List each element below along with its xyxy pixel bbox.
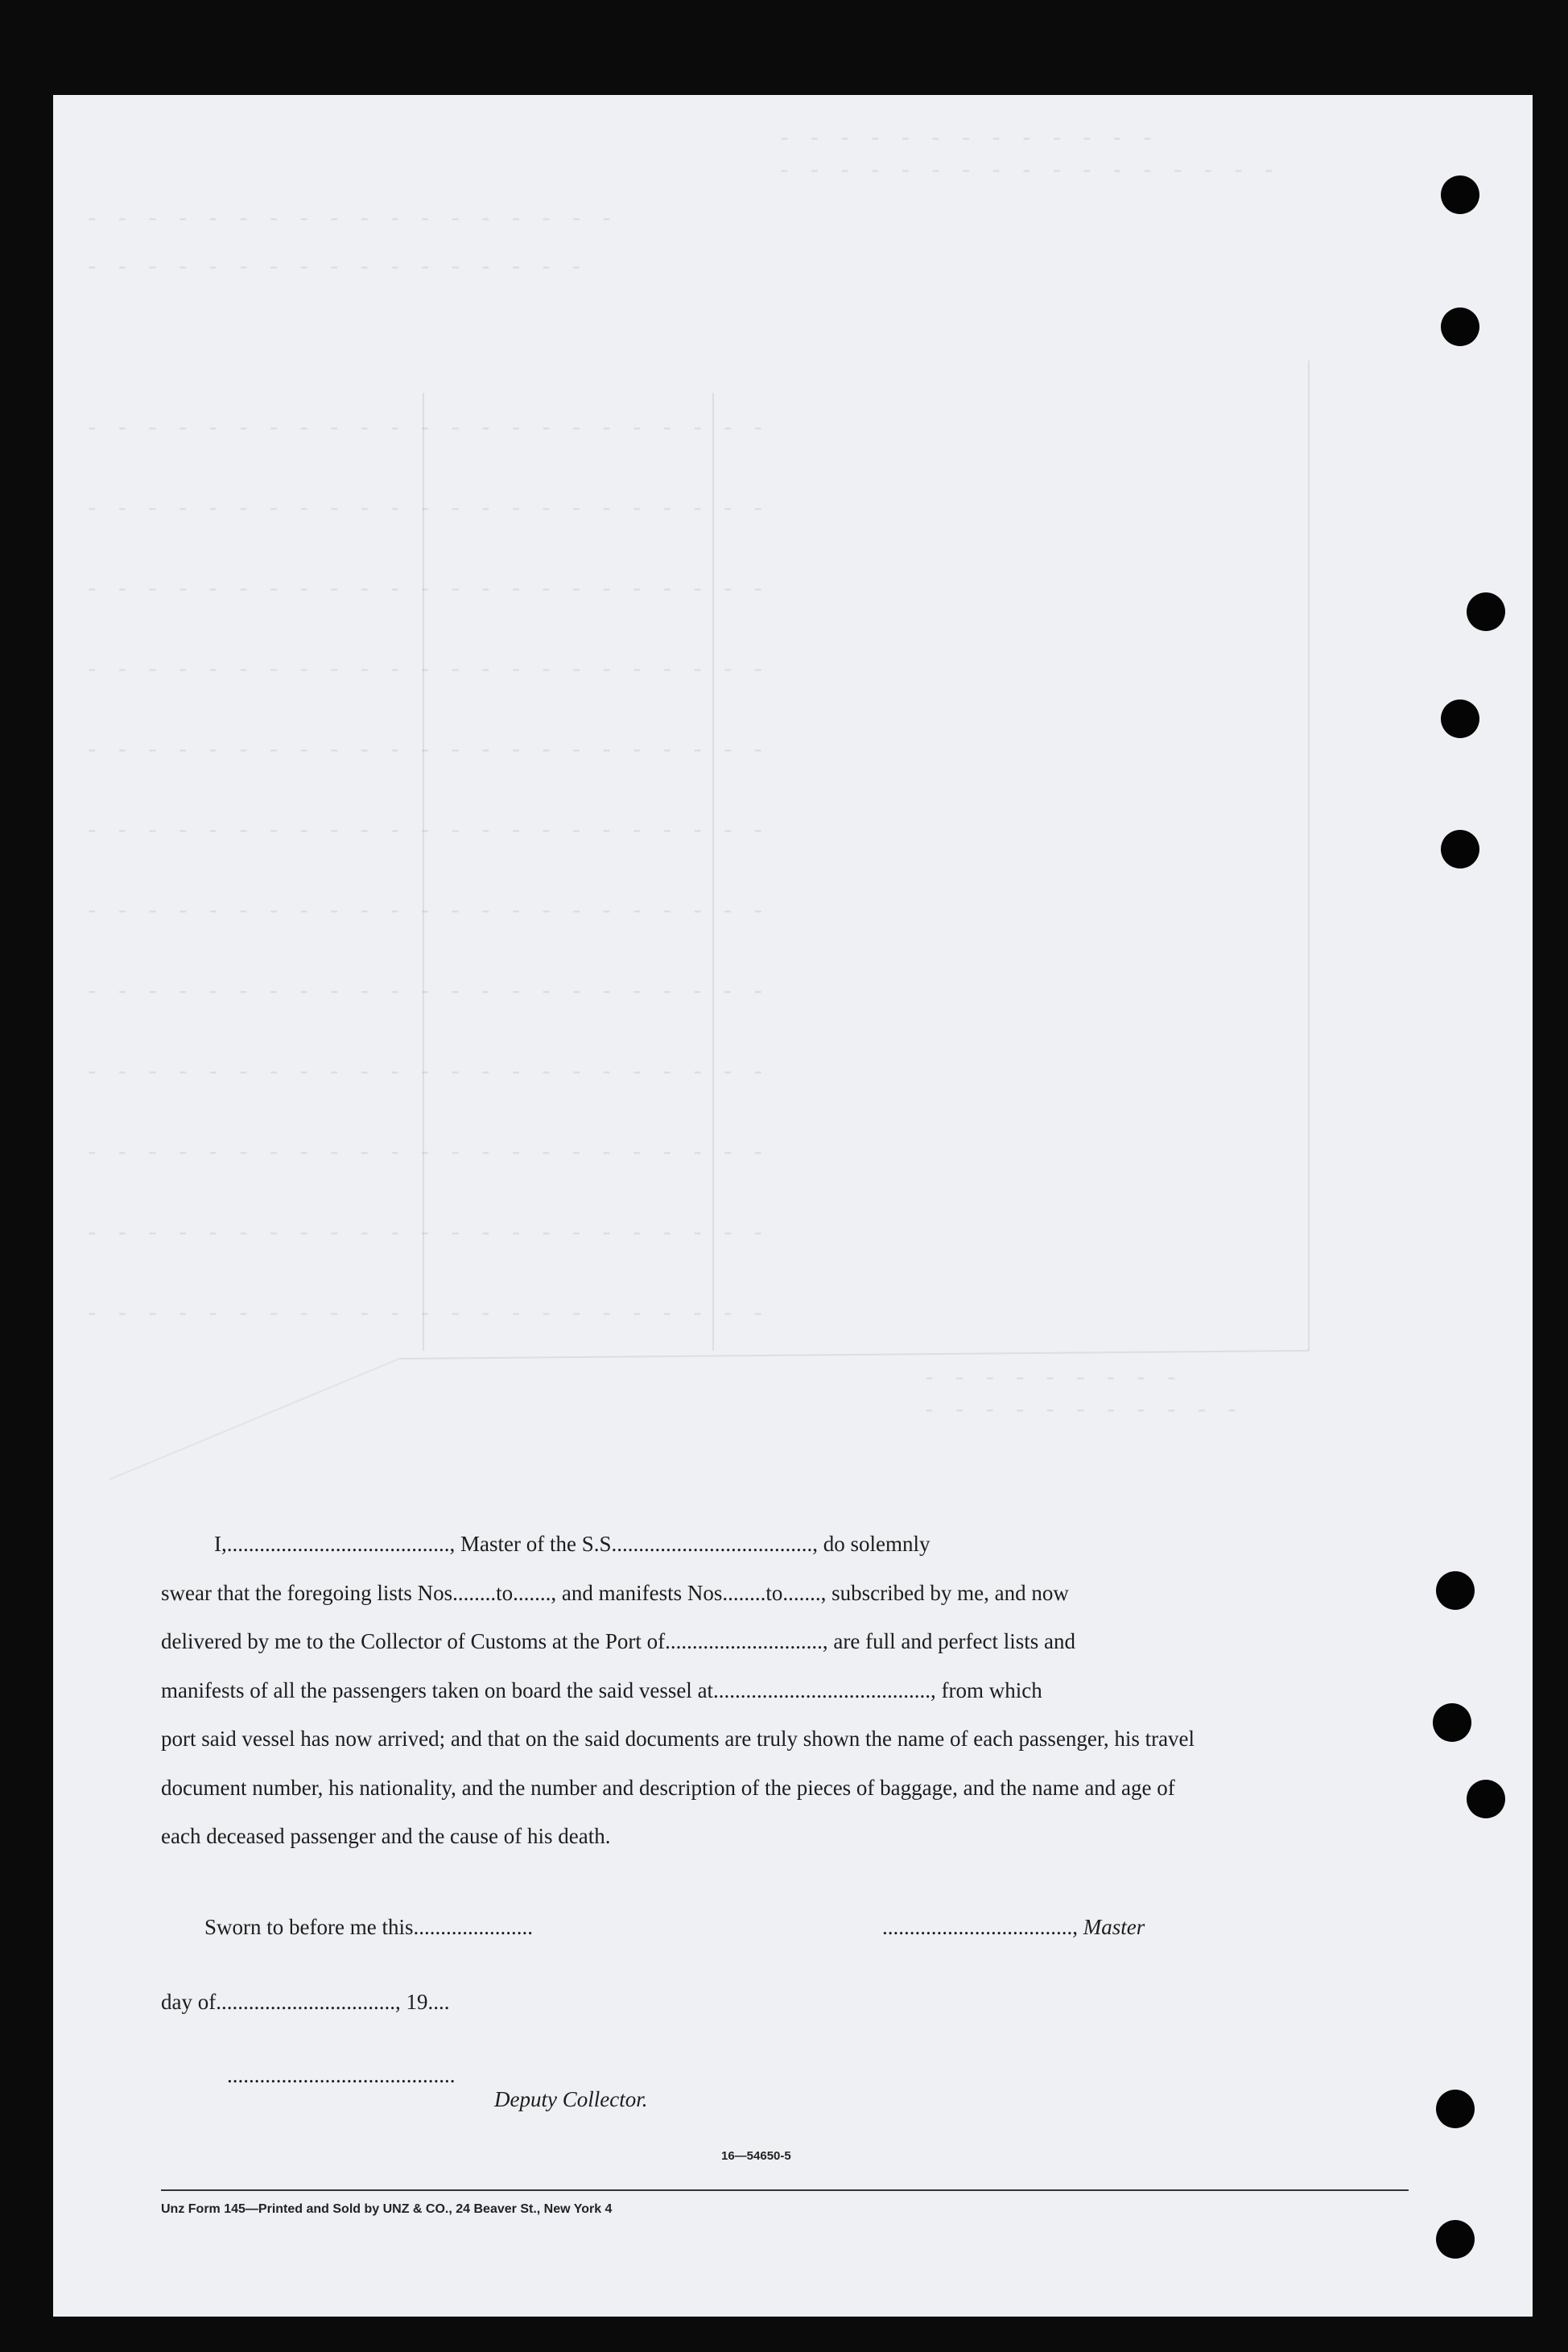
oath-line-2: swear that the foregoing lists Nos........to......., and manifests Nos........to......., subscribed by me, and now: [161, 1580, 1069, 1605]
binder-hole: [1433, 1703, 1471, 1742]
sworn-line: Sworn to before me this......................: [204, 1915, 533, 1939]
binder-hole: [1436, 2090, 1475, 2128]
master-label: Master: [1083, 1915, 1145, 1939]
day-of-line: day of................................., 19....: [161, 1990, 450, 2014]
master-dots: ...................................,: [882, 1915, 1078, 1939]
oath-line-3: delivered by me to the Collector of Customs at the Port of............................., are full and perfect lists and: [161, 1629, 1076, 1653]
binder-hole: [1441, 699, 1479, 738]
binder-hole: [1467, 592, 1505, 631]
binder-hole: [1436, 1571, 1475, 1610]
binder-hole: [1441, 307, 1479, 346]
scan-border-right: [1533, 0, 1568, 2352]
binder-hole: [1467, 1780, 1505, 1818]
document-page: - - - - - - - - - - - - - - - - - - - - - - - - - - - - - - - - - - - - - - - - - - - - - - - - - - - - - - - - - - - - - - - - - - - - - - - - - - - - - - - - - - - - - - - - - - - - - - - - - - - - - - - - - - - - - - - - - - - - - - - - - - - - - - - - - - - - - - - - - - - - - - - - - - - - - - - - - - - - - - - - - - - - - - - - - - - - - - - - - - - - - - - - - - - - - - - - - - - - - - - - - - - - - - - - - - - - - - - - - - - - - - - - - - - - - - - - - - - - - - - - - - - - - - - - - - - - - - - - - - - - - - - - - - - - - - - - - - - - - - - - - - - - - - - - - - - - - - - - - - - - - - - - - - - - - - - - - - - - - - - - - - - - - - - - - - - - - - - - - - - - - - - - - - - - - - - - - - - - - - - - - I,........................................., Master of the S.S....................................., do solemnly swear that the foregoing lists Nos........to......., and manifests Nos........to......., subscribed by me, and now delivered by me to the Collector of Customs at the Port of............................., are full and perfect lists and manifests of all the passengers taken on board the said vessel at........................................, from which port said vessel has now arrived; and that on the said documents are truly shown the name of each passenger, his travel document number, his nationality, and the number and description of the pieces of baggage, and the name and age of each deceased passenger and the cause of his death. Sworn to before me this...................... ..................................., Master day of................................., 19.... .......................................... Deputy Collector. 16—54650-5 Unz Form 145—Printed and Sold by UNZ & CO., 24 Beaver St., New York 4: [53, 95, 1533, 2317]
oath-line-5: port said vessel has now arrived; and that on the said documents are truly shown the name of each passenger, his travel: [161, 1727, 1195, 1751]
oath-line-4: manifests of all the passengers taken on board the said vessel at........................................, from which: [161, 1677, 1042, 1702]
binder-hole: [1436, 2220, 1475, 2259]
printer-imprint: Unz Form 145—Printed and Sold by UNZ & CO., 24 Beaver St., New York 4: [161, 2202, 613, 2216]
form-code: 16—54650-5: [721, 2149, 791, 2163]
deputy-collector-label: Deputy Collector.: [494, 2087, 648, 2111]
binder-hole: [1441, 175, 1479, 214]
footer-divider: [161, 2189, 1409, 2191]
oath-line-1: I,........................................., Master of the S.S....................................., do solemnly: [214, 1532, 930, 1556]
oath-paragraph: [161, 1520, 1409, 1861]
deputy-dots: ..........................................: [227, 2063, 456, 2087]
oath-line-6: document number, his nationality, and the number and description of the pieces of baggage, and the name and age of: [161, 1775, 1175, 1800]
binder-hole: [1441, 830, 1479, 869]
oath-line-7: each deceased passenger and the cause of his death.: [161, 1824, 611, 1848]
master-signature-line: [882, 1915, 1145, 1940]
